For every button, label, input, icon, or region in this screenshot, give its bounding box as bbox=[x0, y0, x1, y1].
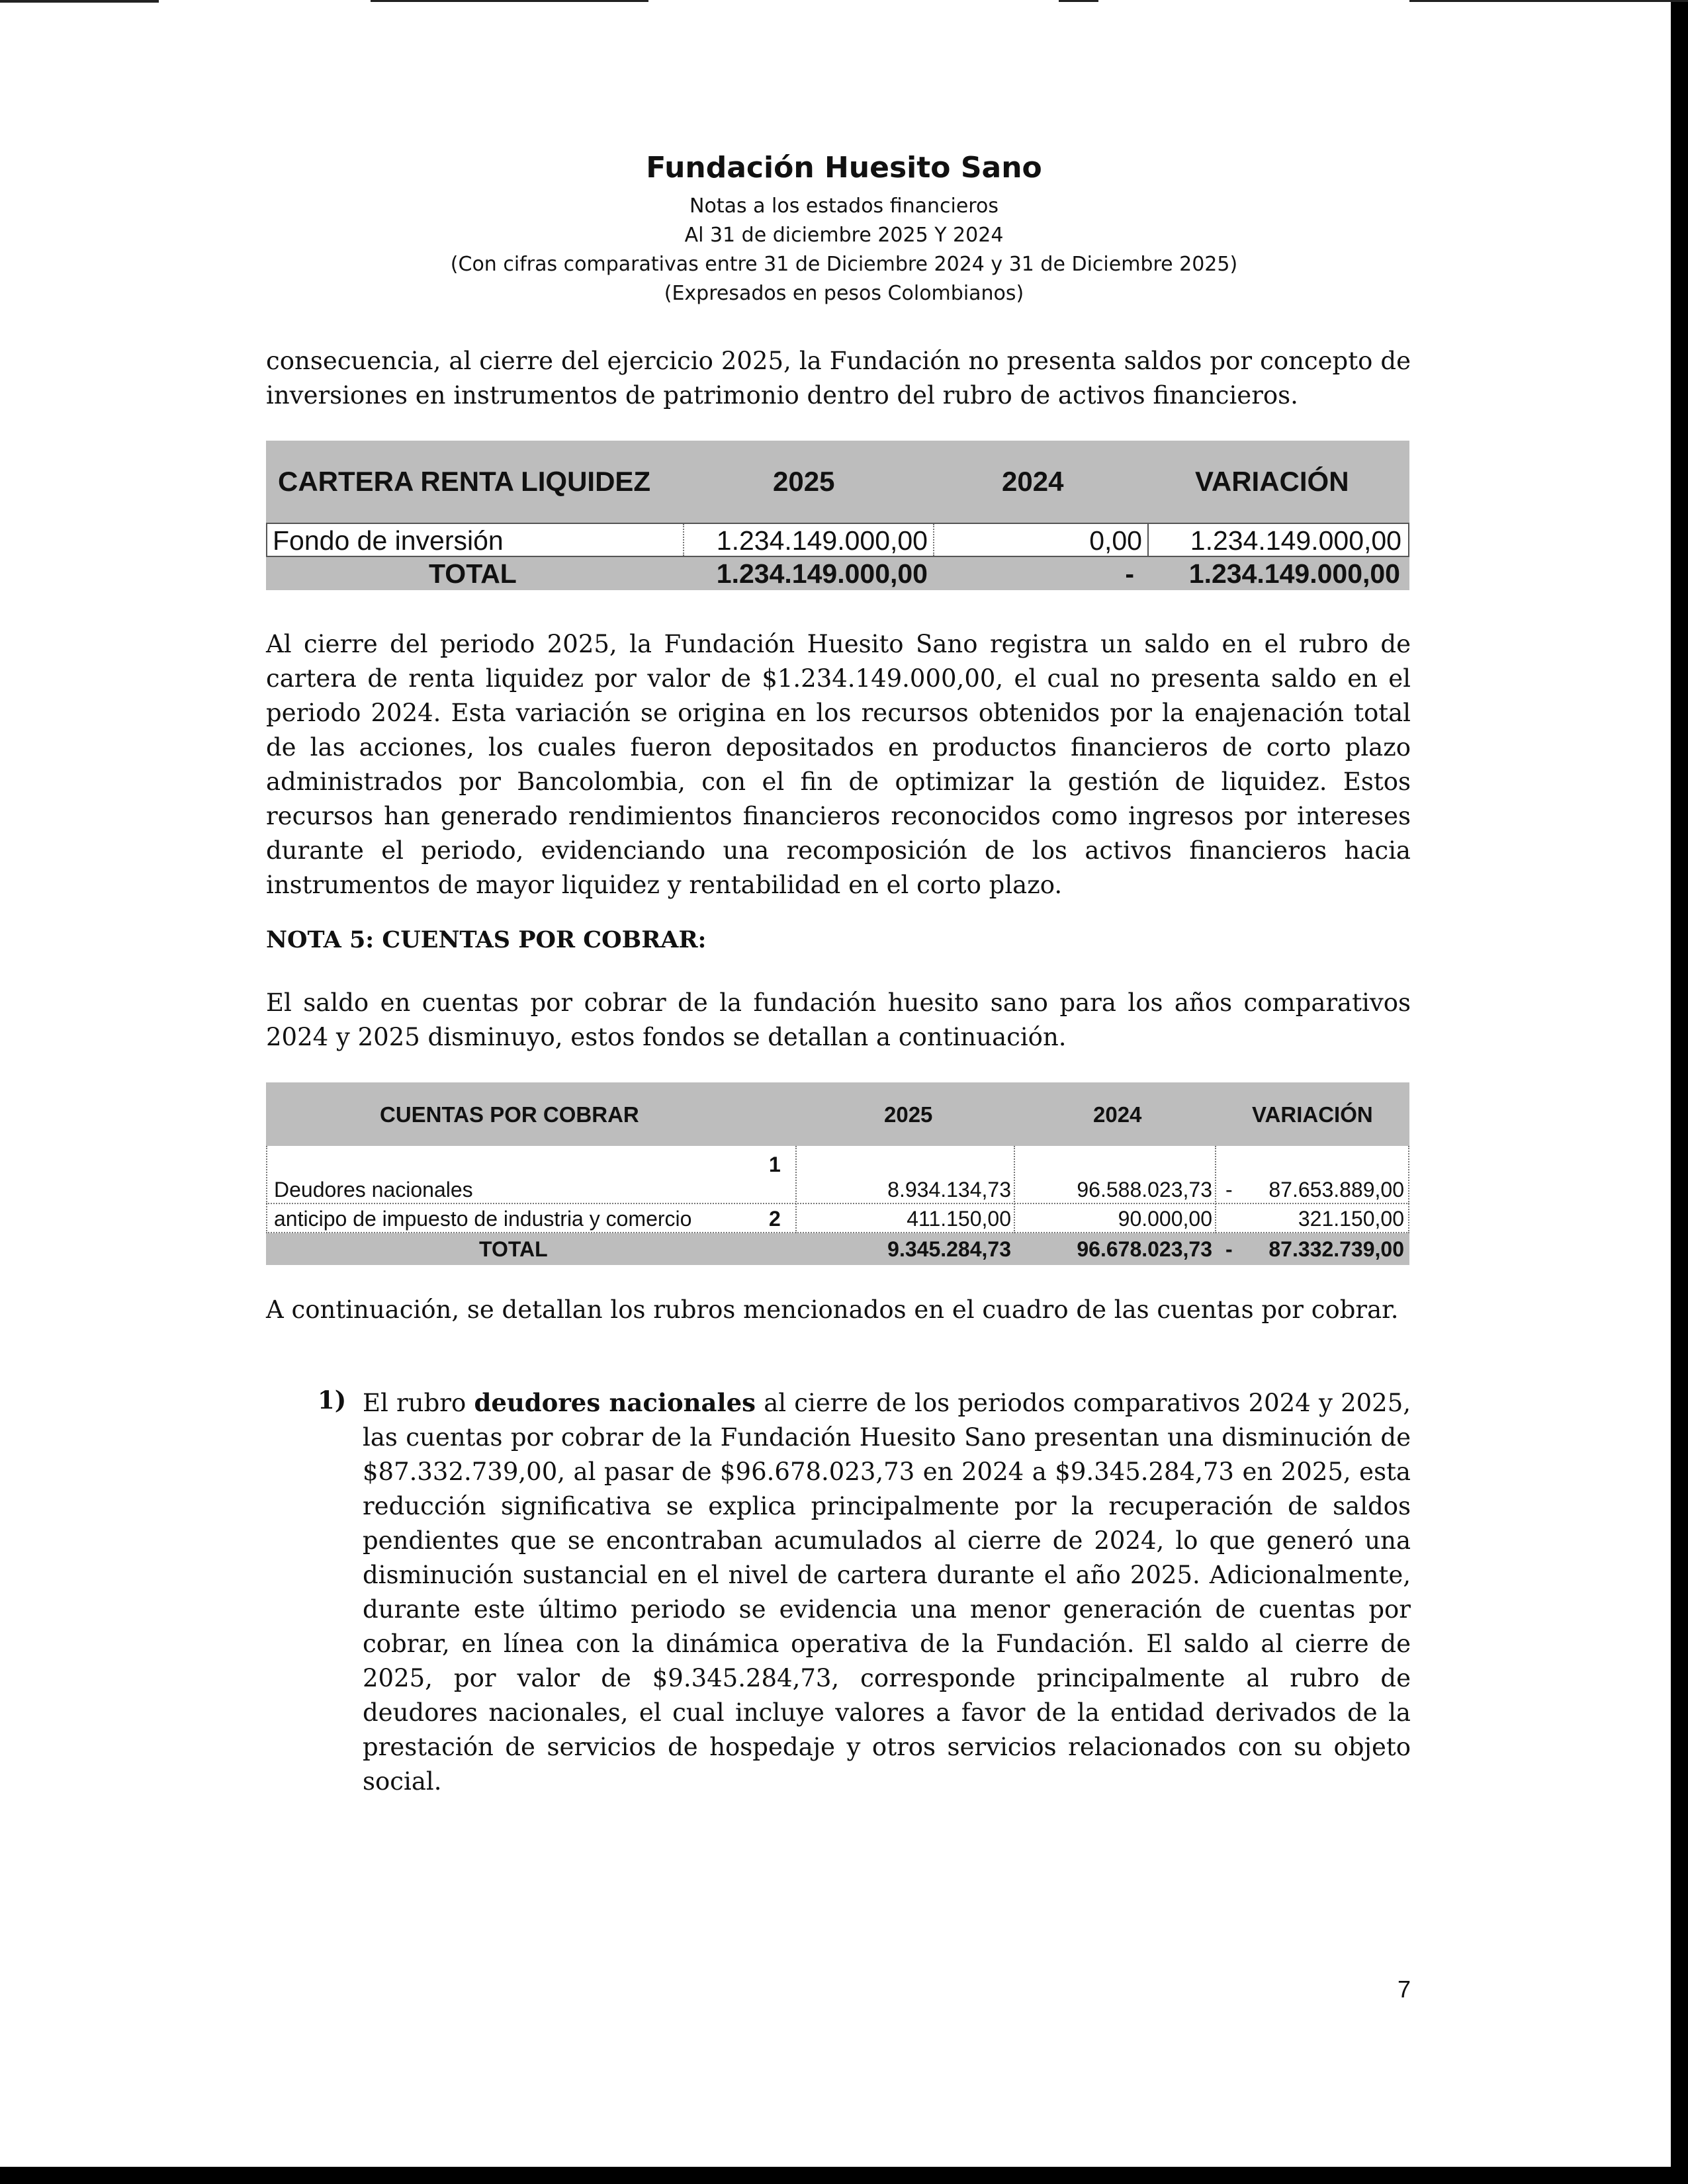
total-2025: 9.345.284,73 bbox=[887, 1237, 1011, 1261]
total-2024: - bbox=[1125, 558, 1134, 589]
value-2024: 96.588.023,73 bbox=[1077, 1178, 1212, 1201]
grid-line bbox=[266, 1203, 1409, 1204]
table-total-row bbox=[266, 557, 1409, 590]
total-sign: - bbox=[1225, 1237, 1233, 1261]
value-variacion: 1.234.149.000,00 bbox=[1190, 525, 1401, 556]
note-reference: 1 bbox=[769, 1153, 781, 1176]
value-2025: 1.234.149.000,00 bbox=[683, 524, 934, 556]
header-comparative: (Con cifras comparativas entre 31 de Diciembre 2024 y 31 de Diciembre 2025) bbox=[450, 253, 1238, 276]
header-currency: (Expresados en pesos Colombianos) bbox=[664, 282, 1024, 305]
header-cell: VARIACIÓN bbox=[1252, 1102, 1373, 1127]
intro-paragraph: consecuencia, al cierre del ejercicio 2025, la Fundación no presenta saldos por concepto de inversiones en instrumentos de patrimonio dentro del rubro de activos financieros. bbox=[266, 347, 1411, 410]
header-cell: 2024 bbox=[1002, 466, 1064, 497]
total-label: TOTAL bbox=[479, 1237, 548, 1261]
row-label: anticipo de impuesto de industria y comercio bbox=[274, 1207, 692, 1231]
value-2025: 411.150,00 bbox=[907, 1207, 1011, 1231]
lead-text: El rubro bbox=[363, 1389, 474, 1417]
header-cell: 2025 bbox=[773, 466, 835, 497]
table-row bbox=[266, 523, 1409, 557]
scan-artifact-rule bbox=[371, 0, 648, 2]
header-cell: VARIACIÓN bbox=[1195, 466, 1349, 497]
bold-term: deudores nacionales bbox=[474, 1388, 756, 1417]
value-variacion: 321.150,00 bbox=[1298, 1207, 1404, 1231]
scan-artifact-rule bbox=[1059, 0, 1098, 2]
rubros-intro-paragraph: A continuación, se detallan los rubros mencionados en el cuadro de las cuentas por cobrar. bbox=[266, 1295, 1399, 1324]
value-variacion: 87.653.889,00 bbox=[1268, 1178, 1404, 1201]
header-date: Al 31 de diciembre 2025 Y 2024 bbox=[684, 224, 1004, 247]
header-cell: CUENTAS POR COBRAR bbox=[380, 1102, 639, 1127]
cartera-paragraph: Al cierre del periodo 2025, la Fundación Huesito Sano registra un saldo en el rubro de cartera de renta liquidez por valor de $1.234.149.000,00, el cual no presenta saldo en el periodo 2024. Esta variación se origina en los recursos obtenidos por la enajenación total de las acciones, los cuales fueron depositados en productos financieros de corto plazo administrados por Bancolombia, con el fin de optimizar la gestión de liquidez. Estos recursos han generado rendimientos financieros reconocidos como ingresos por intereses durante el periodo, evidenciando una recomposición de los activos financieros hacia instrumentos de mayor liquidez y rentabilidad en el corto plazo. bbox=[266, 630, 1411, 899]
body-text: al cierre de los periodos comparativos 2024 y 2025, las cuentas por cobrar de la Fundación Huesito Sano presentan una disminución de $87.332.739,00, al pasar de $96.678.023,73 en 2024 a $9.345.284,73 en 2025, esta reducción significativa se explica principalmente por la recuperación de saldos pendientes que se encontraban acumulados al cierre de 2024, lo que generó una disminución sustancial en el nivel de cartera durante el año 2025. Adicionalmente, durante este último periodo se evidencia una menor generación de cuentas por cobrar, en línea con la dinámica operativa de la Fundación. El saldo al cierre de 2025, por valor de $9.345.284,73, corresponde principalmente al rubro de deudores nacionales, el cual incluye valores a favor de la entidad derivados de la prestación de servicios de hospedaje y otros servicios relacionados con su objeto social. bbox=[363, 1389, 1411, 1796]
document-title: Fundación Huesito Sano bbox=[646, 151, 1042, 185]
header-cell: 2025 bbox=[884, 1102, 933, 1127]
table-header bbox=[266, 1082, 1409, 1146]
total-2024: 96.678.023,73 bbox=[1077, 1237, 1212, 1261]
value-2024: 90.000,00 bbox=[1118, 1207, 1212, 1231]
variacion-sign: - bbox=[1225, 1178, 1233, 1201]
total-variacion: 1.234.149.000,00 bbox=[1188, 558, 1400, 589]
value-2025: 8.934.134,73 bbox=[887, 1178, 1011, 1201]
total-label: TOTAL bbox=[429, 558, 517, 589]
nota-5-title: NOTA 5: CUENTAS POR COBRAR: bbox=[266, 926, 707, 953]
value-2024: 0,00 bbox=[934, 524, 1149, 556]
table-header bbox=[266, 441, 1409, 523]
note-reference: 2 bbox=[769, 1207, 781, 1231]
scan-artifact-rule bbox=[1409, 0, 1688, 2]
total-variacion: 87.332.739,00 bbox=[1268, 1237, 1404, 1261]
list-number: 1) bbox=[318, 1385, 347, 1415]
header-cell: 2024 bbox=[1093, 1102, 1142, 1127]
scan-artifact-rule bbox=[0, 0, 159, 3]
row-label: Fondo de inversión bbox=[273, 525, 504, 556]
page-number: 7 bbox=[1398, 1976, 1411, 2003]
header-cell: CARTERA RENTA LIQUIDEZ bbox=[278, 466, 651, 497]
deudores-nacionales-paragraph bbox=[363, 1385, 1411, 1799]
total-2025: 1.234.149.000,00 bbox=[716, 558, 928, 589]
cuentas-intro-paragraph: El saldo en cuentas por cobrar de la fundación huesito sano para los años comparativos 2024 y 2025 disminuyo, estos fondos se detallan a continuación. bbox=[266, 988, 1411, 1051]
header-subtitle: Notas a los estados financieros bbox=[689, 195, 999, 218]
row-label: Deudores nacionales bbox=[274, 1178, 473, 1201]
table-total-row bbox=[266, 1233, 1409, 1265]
grid-line bbox=[1408, 1146, 1409, 1233]
